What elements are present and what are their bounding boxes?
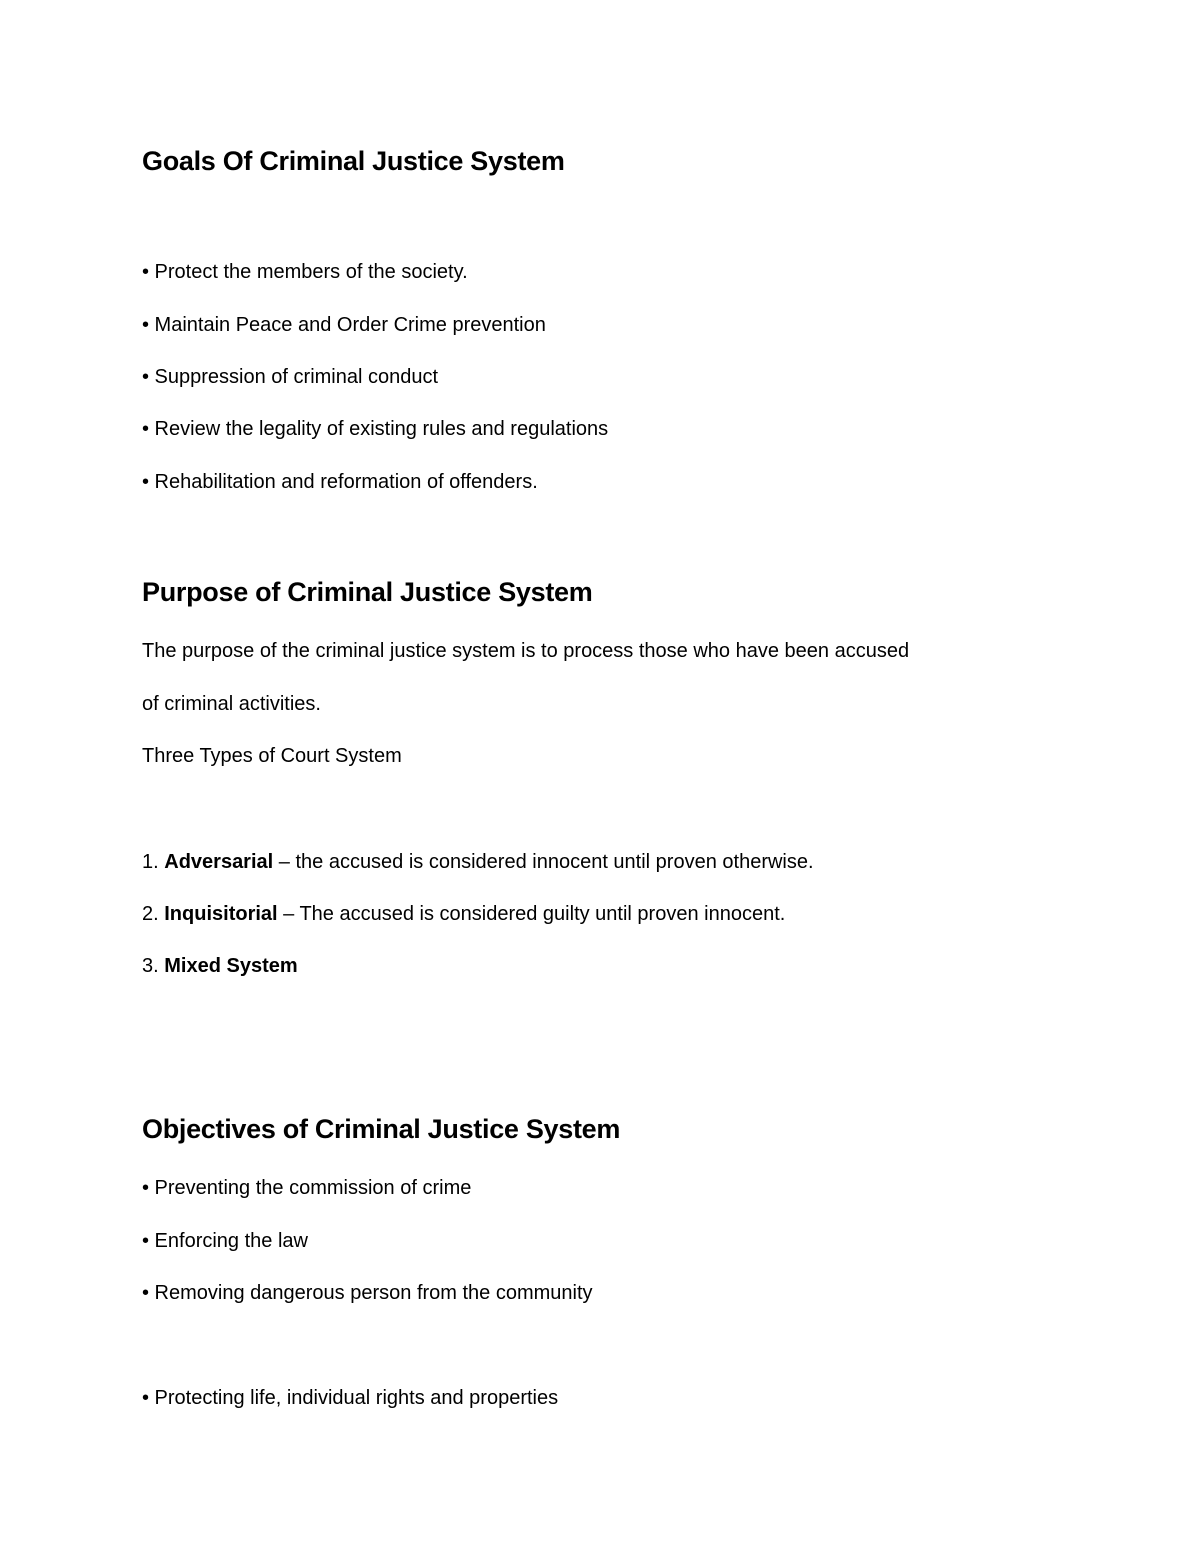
court-types-title: Three Types of Court System	[142, 745, 402, 767]
objectives-heading: Objectives of Criminal Justice System	[142, 1114, 621, 1144]
objectives-item: • Enforcing the law	[142, 1230, 308, 1252]
court-type-term: Adversarial	[164, 851, 274, 873]
goals-item: • Review the legality of existing rules and regulations	[142, 418, 609, 440]
court-type-item	[142, 901, 785, 927]
court-type-number: 2.	[142, 903, 165, 925]
objectives-item: • Preventing the commission of crime	[142, 1177, 472, 1199]
goals-item: • Protect the members of the society.	[142, 261, 468, 283]
court-type-item	[142, 849, 814, 875]
objectives-item: • Protecting life, individual rights and properties	[142, 1387, 559, 1409]
goals-item: • Suppression of criminal conduct	[142, 366, 439, 388]
court-type-item	[142, 953, 298, 979]
court-type-description: – the accused is considered innocent until proven otherwise.	[273, 851, 814, 873]
court-type-number: 3.	[142, 955, 165, 977]
goals-item: • Rehabilitation and reformation of offenders.	[142, 471, 538, 493]
court-type-term: Inquisitorial	[164, 903, 278, 925]
court-type-number: 1.	[142, 851, 165, 873]
objectives-item: • Removing dangerous person from the community	[142, 1282, 593, 1304]
purpose-paragraph-line: of criminal activities.	[142, 693, 321, 715]
court-type-term: Mixed System	[164, 955, 298, 977]
purpose-paragraph-line: The purpose of the criminal justice system is to process those who have been accused	[142, 640, 910, 662]
purpose-heading: Purpose of Criminal Justice System	[142, 577, 593, 607]
court-type-description: – The accused is considered guilty until proven innocent.	[277, 903, 786, 925]
goals-heading: Goals Of Criminal Justice System	[142, 146, 565, 176]
goals-item: • Maintain Peace and Order Crime prevention	[142, 314, 546, 336]
